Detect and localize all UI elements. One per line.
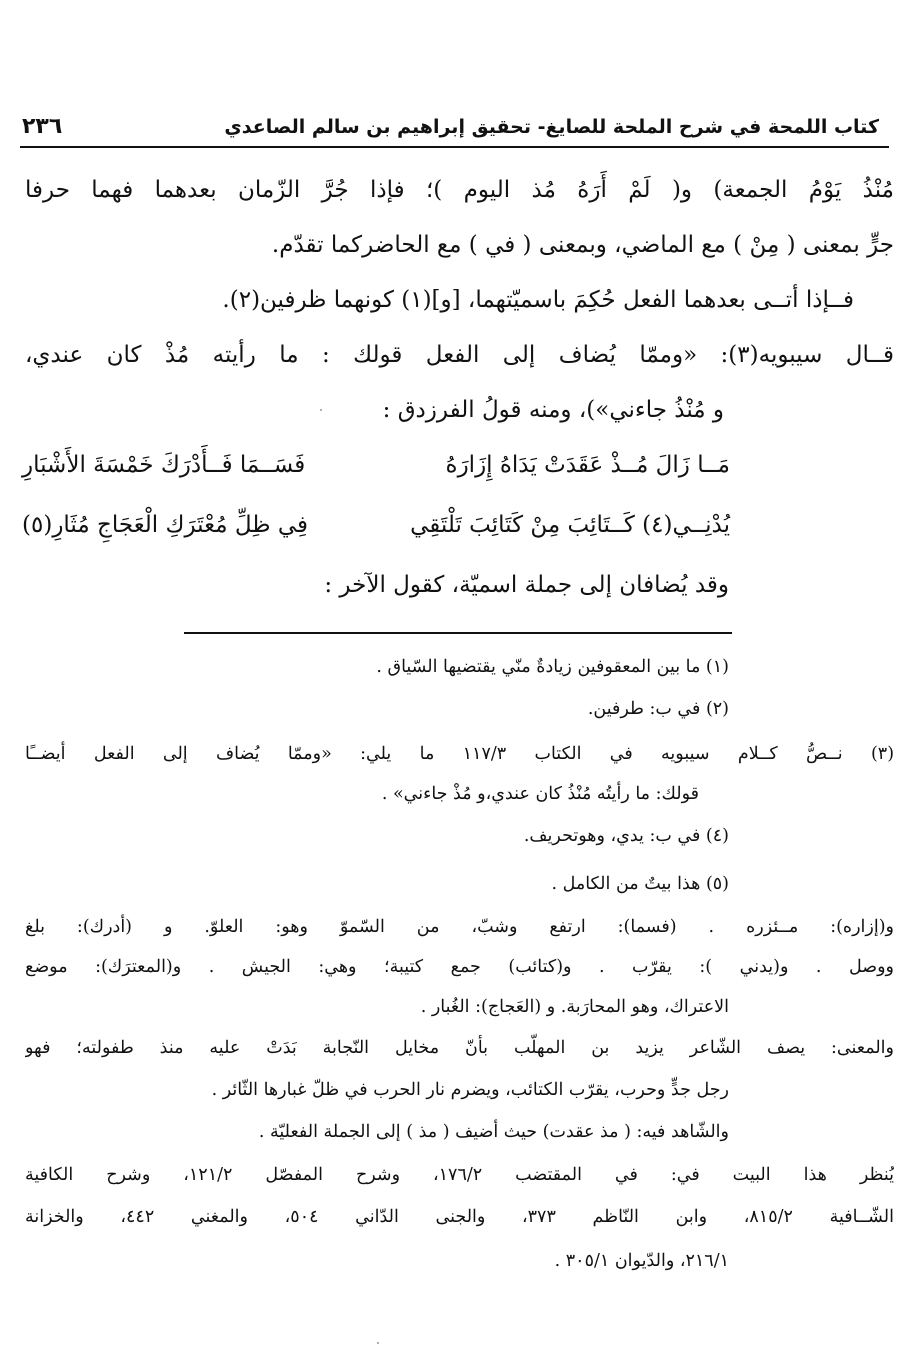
verse-2-first-hemistich: يُدْنِــي(٤) كَــتَائِبَ مِنْ كَتَائِبَ تَلْتَقِي xyxy=(410,512,730,538)
scan-speck xyxy=(320,409,322,411)
footnote-2: (٢) في ب: طرفين. xyxy=(587,699,729,719)
commentary-line: رجل جدٍّ وحرب، يقرّب الكتائب، ويضرم نار الحرب في ظلّ غبارها الثّائر . xyxy=(211,1080,729,1100)
commentary-line: ووصل . و(يدني ): يقرّب . و(كتائب) جمع كتيبة؛ وهي: الجيش . و(المعترَك): موضع xyxy=(25,957,894,977)
commentary-line: ٢١٦/١، والدّيوان ٣٠٥/١ . xyxy=(554,1251,729,1271)
footnote-4: (٤) في ب: يدي، وهوتحريف. xyxy=(523,826,729,846)
footnote-divider xyxy=(184,632,732,634)
footnote-5: (٥) هذا بيتٌ من الكامل . xyxy=(551,874,729,894)
page-number: ٢٣٦ xyxy=(22,114,63,139)
body-line-3: فــإذا أتــى بعدهما الفعل حُكِمَ باسميّتهما، [و](١) كونهما ظرفين(٢). xyxy=(222,287,854,313)
commentary-line: والمعنى: يصف الشّاعر يزيد بن المهلّب بأنّ مخايل النّجابة بَدَتْ عليه منذ طفولته؛ فهو xyxy=(25,1038,894,1058)
body-line-1: مُنْذُ يَوْمُ الجمعة) و( لَمْ أَرَهُ مُذ اليوم )؛ فإذا جُرَّ الزّمان بعدهما فهما حرفا xyxy=(25,177,894,203)
verse-1-first-hemistich: مَــا زَالَ مُــذْ عَقَدَتْ يَدَاهُ إِزَارَهُ xyxy=(445,452,730,478)
body-line-2: جرٍّ بمعنى ( مِنْ ) مع الماضي، وبمعنى ( في ) مع الحاضركما تقدّم. xyxy=(271,232,894,258)
commentary-line: يُنظر هذا البيت في: في المقتضب ١٧٦/٢، وشرح المفصّل ١٢١/٢، وشرح الكافية xyxy=(25,1165,894,1185)
commentary-line: الاعتراك، وهو المحارَبة. و (العَجاج): الغُبار . xyxy=(420,997,729,1017)
verse-2-second-hemistich: فِي ظِلِّ مُعْتَرَكِ الْعَجَاجِ مُثَارِ(٥) xyxy=(22,512,309,538)
commentary-line: و(إزاره): مــئزره . (فسما): ارتفع وشبّ، من السّموّ وهو: العلوّ. و (أدرك): بلغ xyxy=(25,917,894,937)
book-title: كتاب اللمحة في شرح الملحة للصايغ- تحقيق إبراهيم بن سالم الصاعدي xyxy=(224,116,879,138)
footnote-3: (٣) نــصُّ كــلام سيبويه في الكتاب ١١٧/٣ ما يلي: «وممّا يُضاف إلى الفعل أيضــًا xyxy=(25,744,894,764)
footnote-3-continuation: قولك: ما رأيتُه مُنْذُ كان عندي،و مُذْ جاءني» . xyxy=(381,784,699,804)
running-header xyxy=(20,112,889,148)
footnote-1: (١) ما بين المعقوفين زيادةٌ منّي يقتضيها السّياق . xyxy=(376,657,729,677)
body-line-4: قــال سيبويه(٣): «وممّا يُضاف إلى الفعل قولك : ما رأيته مُذْ كان عندي، xyxy=(25,342,894,368)
body-line-6: وقد يُضافان إلى جملة اسميّة، كقول الآخر : xyxy=(324,572,729,598)
body-line-5: و مُنْذُ جاءني»)، ومنه قولُ الفرزدق : xyxy=(382,397,724,423)
verse-1-second-hemistich: فَسَــمَا فَــأَدْرَكَ خَمْسَةَ الأَشْبَارِ xyxy=(22,452,306,478)
commentary-line: الشّــافية ٨١٥/٢، وابن النّاظم ٣٧٣، والجنى الدّاني ٥٠٤، والمغني ٤٤٢، والخزانة xyxy=(25,1207,894,1227)
scan-speck xyxy=(377,1342,379,1344)
commentary-line: والشّاهد فيه: ( مذ عقدت) حيث أضيف ( مذ ) إلى الجملة الفعليّة . xyxy=(258,1122,729,1142)
